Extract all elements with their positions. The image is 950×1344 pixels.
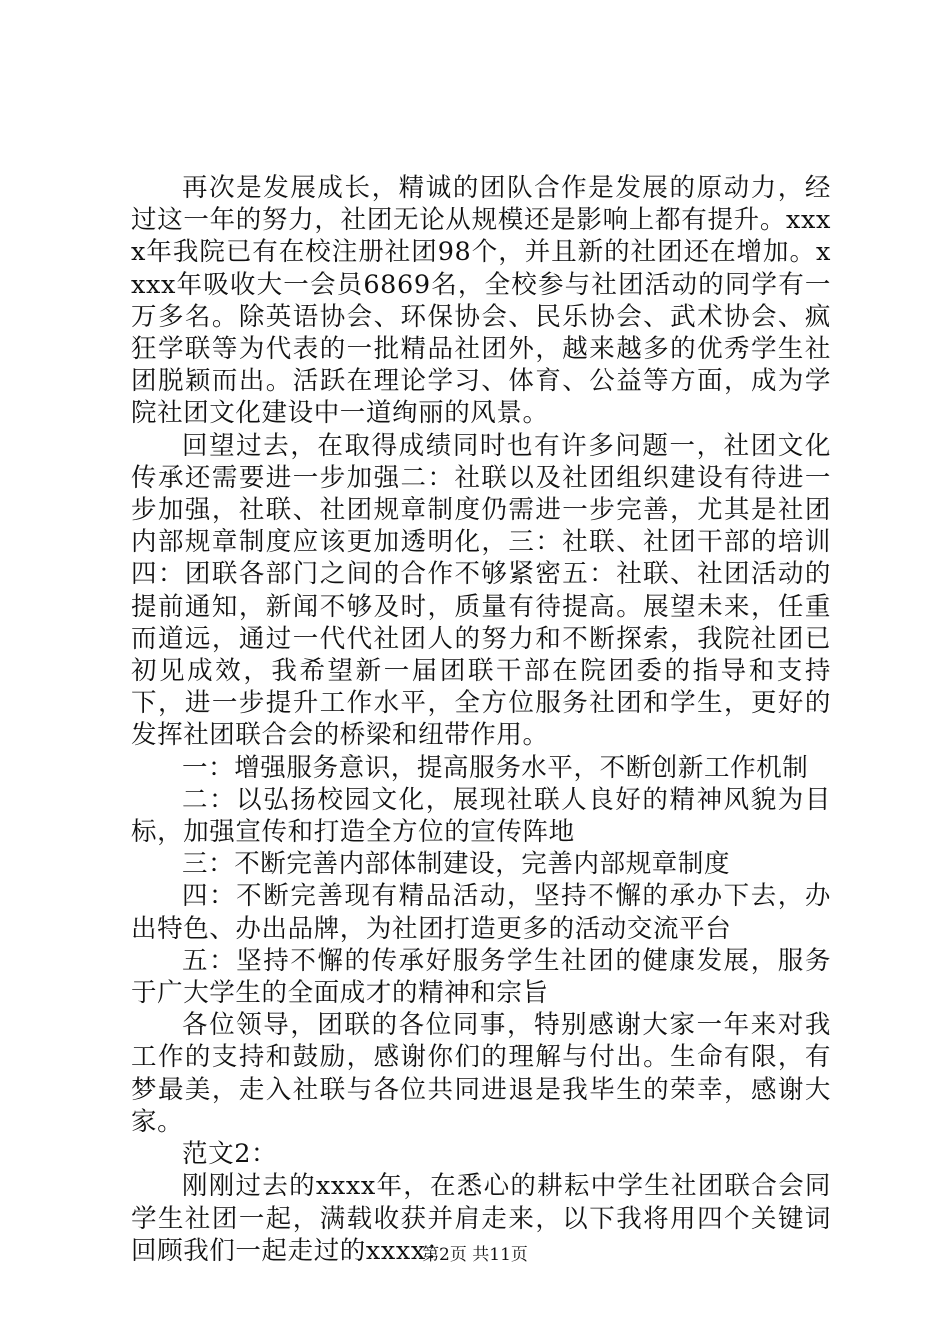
page-number-footer: 第2页 共11页 (422, 1245, 528, 1265)
document-body (131, 172, 831, 1267)
paragraph-review: 回望过去，在取得成绩同时也有许多问题一，社团文化传承还需要进一步加强二：社联以及社团组织建设有待进一步加强，社联、社团规章制度仍需进一步完善，尤其是社团内部规章制度应该更加透明化，三：社联、社团干部的培训四：团联各部门之间的合作不够紧密五：社联、社团活动的提前通知，新闻不够及时，质量有待提高。展望未来，任重而道远，通过一代代社团人的努力和不断探索，我院社团已初见成效，我希望新一届团联干部在院团委的指导和支持下，进一步提升工作水平，全方位服务社团和学生，更好的发挥社团联合会的桥梁和纽带作用。 (131, 430, 831, 751)
paragraph-plan-5: 五：坚持不懈的传承好服务学生社团的健康发展，服务于广大学生的全面成才的精神和宗旨 (131, 945, 831, 1009)
paragraph-sample-intro: 刚刚过去的xxxx年，在悉心的耕耘中学生社团联合会同学生社团一起，满载收获并肩走来，以下我将用四个关键词回顾我们一起走过的xxxx： (131, 1171, 831, 1266)
paragraph-growth: 再次是发展成长，精诚的团队合作是发展的原动力，经过这一年的努力，社团无论从规模还是影响上都有提升。xxxx年我院已有在校注册社团98个，并且新的社团还在增加。xxxx年吸收大一会员6869名，全校参与社团活动的同学有一万多名。除英语协会、环保协会、民乐协会、武术协会、疯狂学联等为代表的一批精品社团外，越来越多的优秀学生社团脱颖而出。活跃在理论学习、体育、公益等方面，成为学院社团文化建设中一道绚丽的风景。 (131, 173, 831, 429)
paragraph-plan-1: 一：增强服务意识，提高服务水平，不断创新工作机制 (182, 752, 809, 783)
paragraph-thanks: 各位领导，团联的各位同事，特别感谢大家一年来对我工作的支持和鼓励，感谢你们的理解与付出。生命有限，有梦最美，走入社联与各位共同进退是我毕生的荣幸，感谢大家。 (131, 1010, 831, 1137)
paragraph-sample-heading: 范文2： (182, 1139, 278, 1170)
paragraph-plan-2: 二：以弘扬校园文化，展现社联人良好的精神风貌为目标，加强宣传和打造全方位的宣传阵地 (131, 784, 831, 848)
paragraph-plan-4: 四：不断完善现有精品活动，坚持不懈的承办下去，办出特色、办出品牌，为社团打造更多的活动交流平台 (131, 881, 831, 944)
paragraph-plan-3: 三：不断完善内部体制建设，完善内部规章制度 (182, 849, 731, 880)
